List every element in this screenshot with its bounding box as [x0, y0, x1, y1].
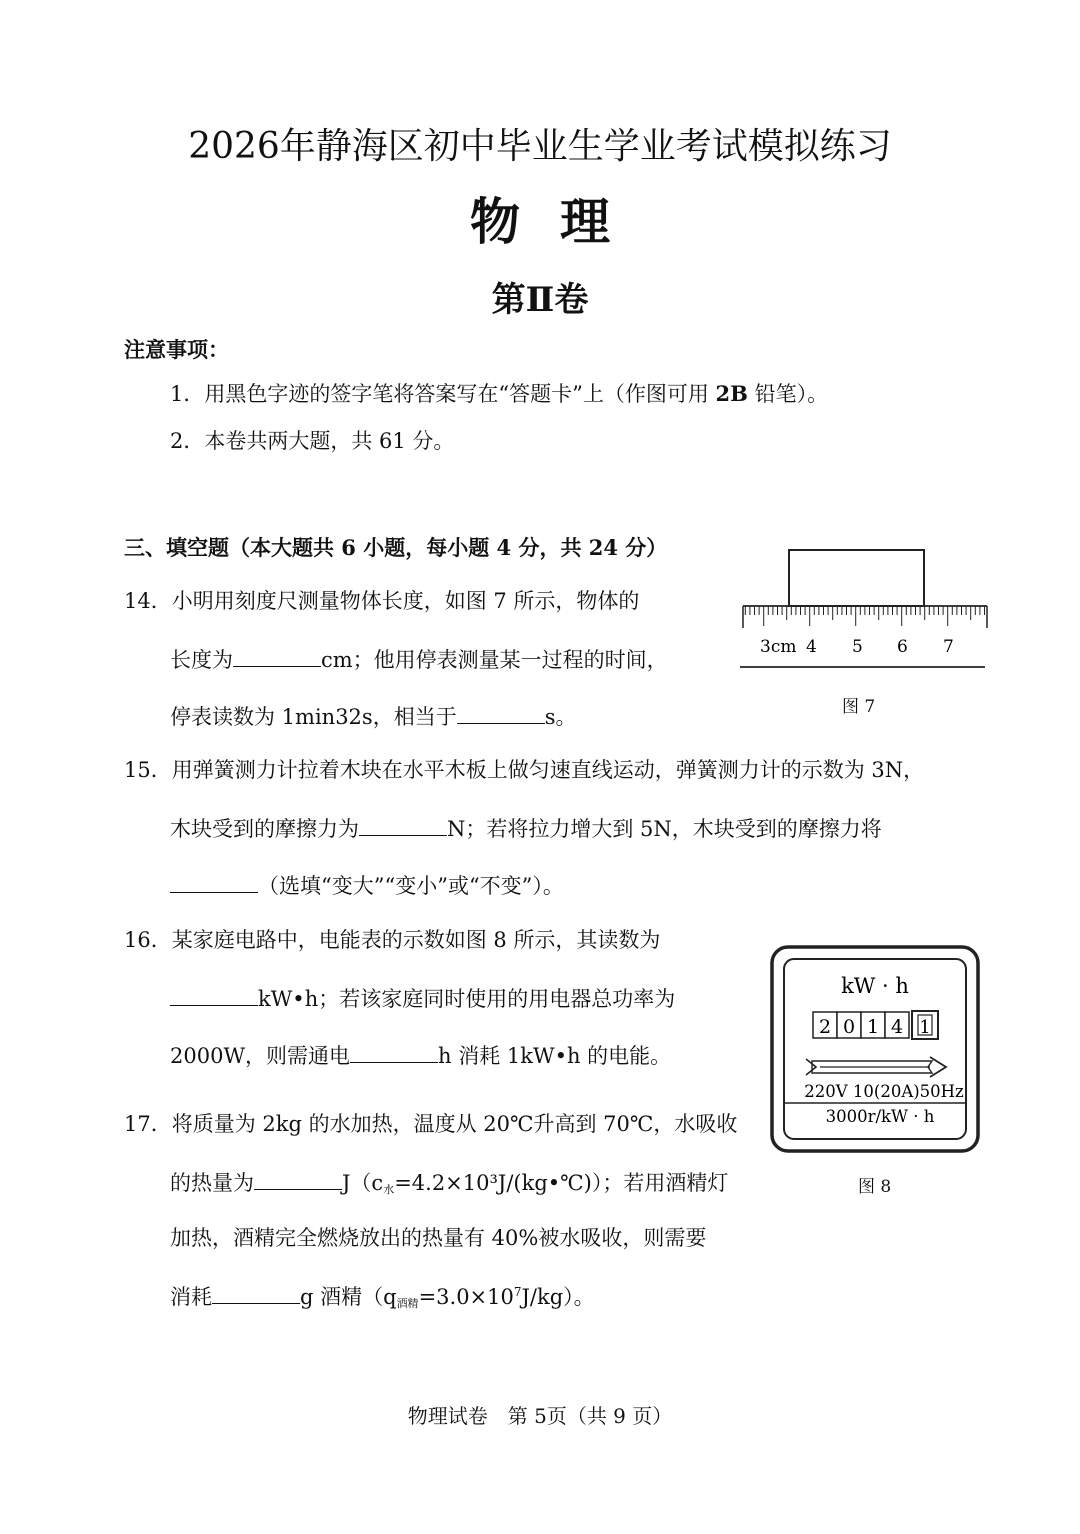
- notice-item-2: 2．本卷共两大题，共 61 分。: [170, 429, 455, 453]
- ruler-label-5: 5: [852, 637, 863, 657]
- q17-line3: 加热，酒精完全燃烧放出的热量有 40%被水吸收，则需要: [170, 1226, 707, 1250]
- q17-line4: [170, 1285, 595, 1309]
- notice-item-1: [170, 378, 828, 408]
- q17-line4-b: g 酒精（q: [300, 1285, 397, 1309]
- notice-item-1-tail: 铅笔）。: [747, 382, 829, 406]
- meter-digits: [813, 1011, 938, 1039]
- q15-line2-b: N；若将拉力增大到 5N，木块受到的摩擦力将: [447, 817, 882, 841]
- figure7-caption: 图 7: [842, 697, 876, 717]
- q15-blank-change: [170, 874, 258, 893]
- subject-title: 物理: [470, 192, 650, 251]
- q17-line4-d: J/kg）。: [521, 1285, 595, 1309]
- notice-heading: 注意事项：: [124, 337, 229, 362]
- q17-sub-alcohol: 酒精: [396, 1297, 419, 1310]
- q14-line3: [170, 705, 576, 728]
- figure7-ruler: [735, 545, 995, 675]
- q15-line2: [170, 817, 882, 840]
- digit-1: 2: [818, 1016, 832, 1038]
- q16-line1: 16．某家庭电路中，电能表的示数如图 8 所示，其读数为: [124, 928, 661, 952]
- q14-line1: 14．小明用刻度尺测量物体长度，如图 7 所示，物体的: [124, 589, 640, 613]
- q17-sup-exponent: 7: [513, 1285, 522, 1299]
- q17-sub-water: 水: [383, 1183, 395, 1196]
- notice-item-1-text: 1．用黑色字迹的签字笔将答案写在“答题卡”上（作图可用: [170, 382, 716, 406]
- figure8-caption: 图 8: [858, 1177, 892, 1197]
- q14-blank-length: [233, 648, 321, 667]
- figure8-energy-meter: [770, 945, 982, 1155]
- q16-line3-a: 2000W，则需通电: [170, 1044, 351, 1068]
- exam-title: 2026年静海区初中毕业生学业考试模拟练习: [188, 126, 892, 167]
- q15-blank-friction: [359, 817, 447, 836]
- q17-line4-c: =3.0×10: [418, 1285, 514, 1309]
- q15-line2-a: 木块受到的摩擦力为: [170, 817, 359, 841]
- measured-block: [789, 550, 924, 606]
- q17-blank-heat: [254, 1171, 342, 1190]
- q17-line2-a: 的热量为: [170, 1171, 254, 1195]
- meter-constant: 3000r/kW · h: [825, 1107, 935, 1126]
- ruler-ticks: [745, 606, 984, 626]
- q14-line3-b: s。: [544, 705, 577, 729]
- ruler-label-7: 7: [943, 637, 954, 657]
- q16-line2: [170, 987, 675, 1010]
- q17-line1: 17．将质量为 2kg 的水加热，温度从 20℃升高到 70℃，水吸收: [124, 1112, 738, 1136]
- q15-line3-text: （选填“变大”“变小”或“不变”）。: [258, 874, 564, 898]
- digit-5: 1: [919, 1017, 931, 1038]
- section-heading: 三、填空题（本大题共 6 小题，每小题 4 分，共 24 分）: [124, 535, 668, 560]
- q15-line3: [170, 874, 564, 897]
- page-footer: 物理试卷 第 5页（共 9 页）: [407, 1404, 673, 1428]
- ruler-label-4: 4: [806, 637, 817, 657]
- q14-line3-a: 停表读数为 1min32s，相当于: [170, 705, 457, 729]
- q14-line2: [170, 648, 668, 671]
- q14-line2-a: 长度为: [170, 648, 233, 672]
- digit-2: 0: [842, 1016, 856, 1038]
- notice-item-1-pencil: 2B: [715, 381, 748, 406]
- q16-blank-reading: [170, 987, 258, 1006]
- ruler-label-6: 6: [897, 637, 908, 657]
- q16-blank-hours: [350, 1044, 438, 1063]
- q16-line3: [170, 1044, 671, 1067]
- meter-rating: 220V 10(20A)50Hz: [804, 1082, 964, 1101]
- q14-blank-seconds: [457, 705, 545, 724]
- meter-unit: kW · h: [841, 974, 909, 998]
- q16-line2-text: kW•h；若该家庭同时使用的用电器总功率为: [258, 987, 676, 1011]
- ruler-label-3cm: 3cm: [760, 637, 797, 657]
- q16-line3-b: h 消耗 1kW•h 的电能。: [438, 1044, 672, 1068]
- q15-line1: 15．用弹簧测力计拉着木块在水平木板上做匀速直线运动，弹簧测力计的示数为 3N，: [124, 758, 925, 782]
- q17-line4-a: 消耗: [170, 1285, 212, 1309]
- q17-line2: [170, 1171, 728, 1195]
- digit-3: 1: [866, 1016, 880, 1038]
- digit-4: 4: [890, 1016, 904, 1038]
- q17-line2-c: =4.2×10³J/(kg•℃)）；若用酒精灯: [394, 1171, 729, 1195]
- q17-line2-b: J（c: [342, 1171, 384, 1195]
- q14-line2-b: cm；他用停表测量某一过程的时间，: [321, 648, 668, 672]
- q17-blank-mass: [212, 1285, 300, 1304]
- volume-title: 第Ⅱ卷: [491, 280, 589, 320]
